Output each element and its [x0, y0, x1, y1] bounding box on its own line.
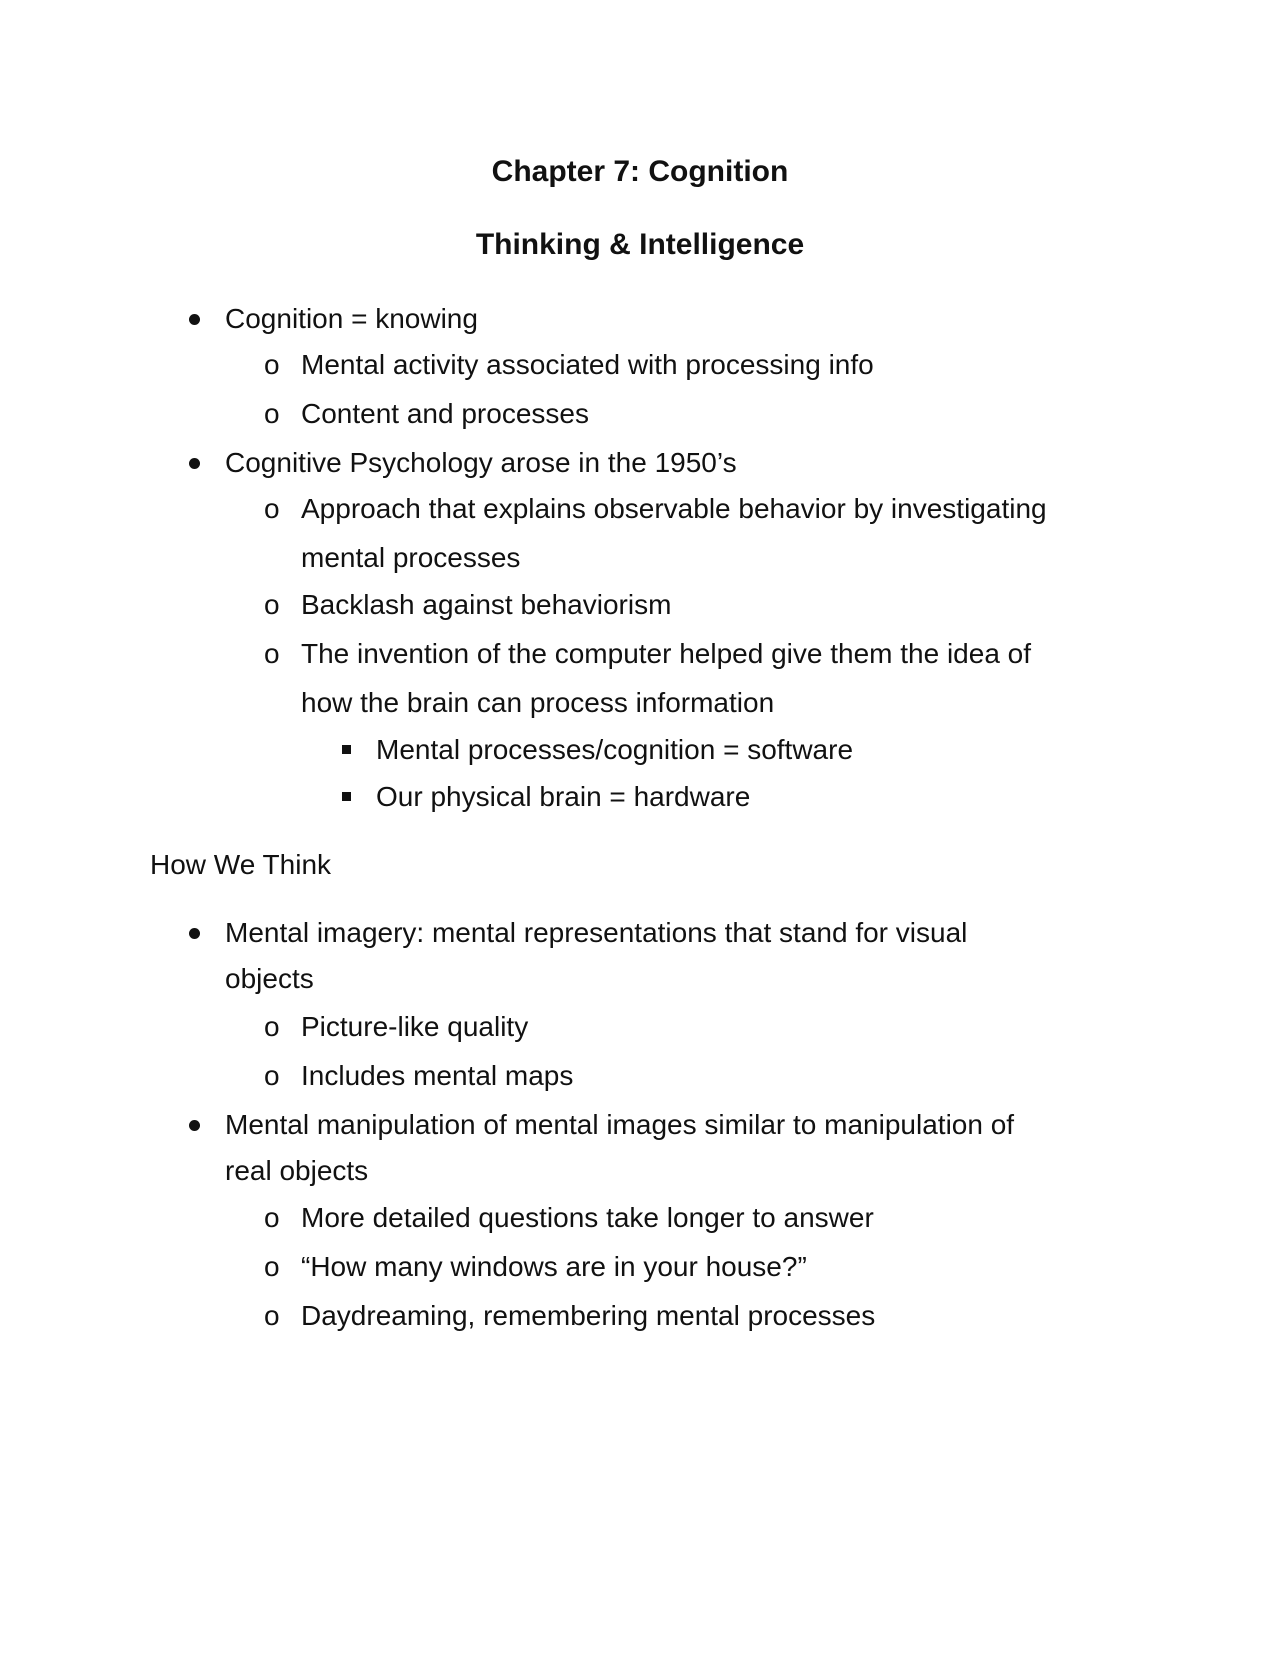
sub-list-item: Backlash against behaviorism [301, 589, 672, 620]
sub-list-item: Picture-like quality [301, 1011, 529, 1042]
list-item: Cognitive Psychology arose in the 1950’s [225, 447, 737, 478]
square-bullet-icon [342, 792, 351, 801]
bullet-dot-icon [189, 314, 200, 325]
list-item: Mental manipulation of mental images similar to manipulation of [225, 1109, 1015, 1140]
sub-bullet-icon: o [264, 589, 280, 620]
list-item-continued: real objects [225, 1155, 369, 1186]
sub-bullet-icon: o [264, 349, 280, 380]
chapter-title: Chapter 7: Cognition [491, 155, 789, 188]
bullet-dot-icon [189, 1120, 200, 1131]
sub-bullet-icon: o [264, 638, 280, 669]
sub-bullet-icon: o [264, 398, 280, 429]
bullet-dot-icon [189, 458, 200, 469]
list-item-continued: objects [225, 963, 314, 994]
sub-bullet-icon: o [264, 1011, 280, 1042]
section-heading: How We Think [150, 849, 332, 880]
sub-bullet-icon: o [264, 1251, 280, 1282]
sub-list-item: Includes mental maps [301, 1060, 574, 1091]
sub-list-item: More detailed questions take longer to answer [301, 1202, 874, 1233]
sub-bullet-icon: o [264, 1060, 280, 1091]
sub-list-item-continued: how the brain can process information [301, 687, 775, 718]
sub-list-item: Approach that explains observable behavior by investigating [301, 493, 1047, 524]
sub-bullet-icon: o [264, 1202, 280, 1233]
sub-sub-list-item: Mental processes/cognition = software [376, 734, 854, 765]
square-bullet-icon [342, 745, 351, 754]
sub-list-item: Content and processes [301, 398, 589, 429]
sub-list-item-continued: mental processes [301, 542, 521, 573]
sub-list-item: Mental activity associated with processing info [301, 349, 874, 380]
list-item: Mental imagery: mental representations that stand for visual [225, 917, 968, 948]
sub-list-item: Daydreaming, remembering mental processes [301, 1300, 876, 1331]
sub-sub-list-item: Our physical brain = hardware [376, 781, 751, 812]
sub-bullet-icon: o [264, 493, 280, 524]
sub-list-item: The invention of the computer helped give them the idea of [301, 638, 1032, 669]
sub-bullet-icon: o [264, 1300, 280, 1331]
sub-list-item: “How many windows are in your house?” [301, 1251, 807, 1282]
chapter-subtitle: Thinking & Intelligence [475, 228, 805, 261]
list-item: Cognition = knowing [225, 303, 478, 334]
bullet-dot-icon [189, 928, 200, 939]
